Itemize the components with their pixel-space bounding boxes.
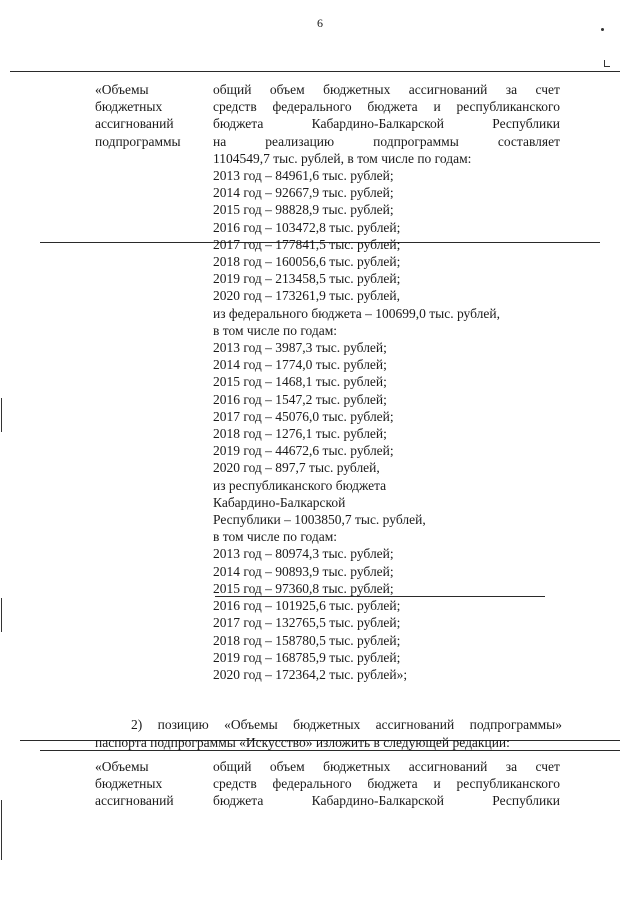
word: объем bbox=[269, 759, 305, 774]
value-line: 2018 год – 158780,5 тыс. рублей; bbox=[213, 632, 401, 648]
table2-value-cell bbox=[213, 758, 560, 810]
word: на bbox=[213, 133, 227, 149]
value-line: 2019 год – 213458,5 тыс. рублей; bbox=[213, 271, 401, 287]
page-number: 6 bbox=[317, 16, 323, 30]
word: бюджета bbox=[367, 99, 418, 115]
value-line: 2015 год – 97360,8 тыс. рублей; bbox=[213, 580, 394, 596]
word: за bbox=[505, 82, 518, 97]
value-line: 1104549,7 тыс. рублей, в том числе по годам: bbox=[213, 150, 472, 166]
value-line: 2013 год – 84961,6 тыс. рублей; bbox=[213, 168, 394, 184]
word: бюджетных bbox=[323, 82, 391, 97]
table1-value-cell bbox=[213, 81, 560, 683]
instruction-line-2: паспорта подпрограммы «Искусство» изложить в следующей редакции: bbox=[95, 735, 510, 750]
table1-label-cell bbox=[95, 81, 200, 150]
word: за bbox=[505, 759, 518, 774]
word: федерального bbox=[272, 776, 352, 792]
value-line: 2020 год – 897,7 тыс. рублей, bbox=[213, 460, 380, 476]
word: федерального bbox=[272, 99, 352, 115]
value-line: 2020 год – 173261,9 тыс. рублей, bbox=[213, 288, 401, 304]
word: Кабардино-Балкарской bbox=[311, 793, 444, 809]
value-line: Республики – 1003850,7 тыс. рублей, bbox=[213, 512, 426, 528]
word: ассигнований bbox=[408, 759, 488, 774]
justified-line bbox=[213, 792, 560, 809]
value-line: из республиканского бюджета bbox=[213, 477, 387, 493]
word: бюджетных bbox=[323, 759, 391, 774]
word: средств bbox=[213, 776, 257, 792]
value-line: в том числе по годам: bbox=[213, 322, 338, 338]
label-line: подпрограммы bbox=[95, 133, 181, 149]
word: бюджета bbox=[213, 793, 264, 809]
justified-line bbox=[213, 775, 560, 792]
justified-line bbox=[213, 758, 560, 775]
word: подпрограммы bbox=[373, 133, 459, 149]
word: составляет bbox=[497, 133, 560, 149]
instruction-line-1: 2) позицию «Объемы бюджетных ассигнований подпрограммы» bbox=[131, 717, 562, 732]
value-line: 2020 год – 172364,2 тыс. рублей»; bbox=[213, 666, 408, 682]
word: ассигнований bbox=[408, 82, 488, 97]
left-margin-mark bbox=[1, 598, 2, 632]
justified-line bbox=[213, 115, 560, 132]
instruction-paragraph bbox=[95, 716, 562, 752]
value-line: 2015 год – 98828,9 тыс. рублей; bbox=[213, 202, 394, 218]
value-line: 2015 год – 1468,1 тыс. рублей; bbox=[213, 374, 387, 390]
justified-line bbox=[213, 98, 560, 115]
word: общий bbox=[213, 82, 252, 97]
value-line: 2017 год – 132765,5 тыс. рублей; bbox=[213, 615, 401, 631]
value-line: 2013 год – 3987,3 тыс. рублей; bbox=[213, 340, 387, 356]
label-line: ассигнований bbox=[95, 116, 174, 132]
value-line: из федерального бюджета – 100699,0 тыс. рублей, bbox=[213, 305, 500, 321]
label-line: бюджетных bbox=[95, 776, 163, 792]
word: и bbox=[433, 99, 441, 115]
value-line: 2019 год – 44672,6 тыс. рублей; bbox=[213, 443, 394, 459]
word: республиканского bbox=[456, 776, 560, 792]
top-table-border bbox=[10, 71, 620, 72]
value-line: 2014 год – 90893,9 тыс. рублей; bbox=[213, 563, 394, 579]
word: общий bbox=[213, 759, 252, 774]
word: бюджета bbox=[367, 776, 418, 792]
label-line: бюджетных bbox=[95, 99, 163, 115]
word: Республики bbox=[492, 793, 560, 809]
label-line: «Объемы bbox=[95, 759, 149, 774]
value-line: 2014 год – 92667,9 тыс. рублей; bbox=[213, 185, 394, 201]
value-line: Кабардино-Балкарской bbox=[213, 494, 346, 510]
word: республиканского bbox=[456, 99, 560, 115]
scan-artifact-dot bbox=[601, 28, 604, 31]
value-line: 2017 год – 45076,0 тыс. рублей; bbox=[213, 408, 394, 424]
left-margin-mark bbox=[1, 398, 2, 432]
word: и bbox=[433, 776, 441, 792]
table2-label-cell bbox=[95, 758, 200, 810]
word: счет bbox=[535, 82, 560, 97]
word: бюджета bbox=[213, 116, 264, 132]
scan-artifact-tick bbox=[604, 60, 610, 67]
word: Кабардино-Балкарской bbox=[311, 116, 444, 132]
value-line: 2018 год – 1276,1 тыс. рублей; bbox=[213, 426, 387, 442]
left-margin-mark bbox=[1, 800, 2, 860]
value-line: 2016 год – 1547,2 тыс. рублей; bbox=[213, 391, 387, 407]
justified-line bbox=[213, 133, 560, 150]
value-line: 2016 год – 101925,6 тыс. рублей; bbox=[213, 598, 401, 614]
value-line: 2017 год – 177841,5 тыс. рублей; bbox=[213, 236, 401, 252]
value-line: 2013 год – 80974,3 тыс. рублей; bbox=[213, 546, 394, 562]
value-line: 2014 год – 1774,0 тыс. рублей; bbox=[213, 357, 387, 373]
value-line: 2018 год – 160056,6 тыс. рублей; bbox=[213, 254, 401, 270]
word: реализацию bbox=[265, 133, 335, 149]
value-line: 2016 год – 103472,8 тыс. рублей; bbox=[213, 219, 401, 235]
word: счет bbox=[535, 759, 560, 774]
word: объем bbox=[269, 82, 305, 97]
value-line: в том числе по годам: bbox=[213, 529, 338, 545]
label-line: ассигнований bbox=[95, 793, 174, 809]
value-line: 2019 год – 168785,9 тыс. рублей; bbox=[213, 649, 401, 665]
word: Республики bbox=[492, 116, 560, 132]
word: средств bbox=[213, 99, 257, 115]
justified-line bbox=[213, 81, 560, 98]
label-line: «Объемы bbox=[95, 82, 149, 97]
